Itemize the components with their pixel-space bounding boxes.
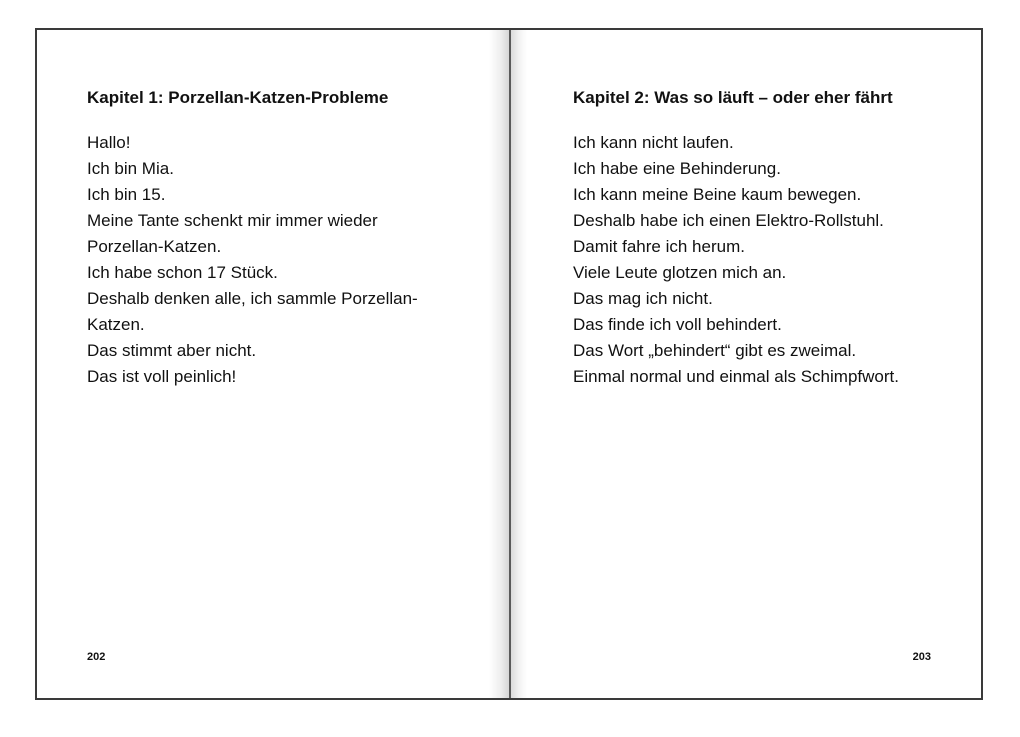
text-line: Damit fahre ich herum. [573, 237, 745, 256]
text-line: Das finde ich voll behindert. [573, 315, 782, 334]
text-line: Hallo! [87, 133, 131, 152]
text-line: Katzen. [87, 315, 145, 334]
text-line: Deshalb habe ich einen Elektro-Rollstuhl. [573, 211, 884, 230]
text-line: Ich kann nicht laufen. [573, 133, 734, 152]
text-line: Das stimmt aber nicht. [87, 341, 257, 360]
text-line: Meine Tante schenkt mir immer wieder [87, 211, 378, 230]
text-line: Viele Leute glotzen mich an. [573, 263, 787, 282]
text-line: Das mag ich nicht. [573, 289, 713, 308]
text-line: Ich bin Mia. [87, 159, 174, 178]
text-body [87, 130, 467, 390]
text-line: Ich bin 15. [87, 185, 166, 204]
book-spread [35, 28, 983, 700]
text-line: Porzellan-Katzen. [87, 237, 222, 256]
text-line: Einmal normal und einmal als Schimpfwort. [573, 367, 899, 386]
text-line: Ich kann meine Beine kaum bewegen. [573, 185, 862, 204]
right-page [511, 30, 981, 698]
chapter-title: Kapitel 1: Porzellan-Katzen-Probleme [87, 88, 389, 107]
page-number: 203 [912, 651, 931, 663]
left-page [37, 30, 509, 698]
gutter-shadow-left [489, 30, 509, 698]
text-line: Das Wort „behindert“ gibt es zweimal. [573, 341, 857, 360]
text-line: Das ist voll peinlich! [87, 367, 237, 386]
chapter-title: Kapitel 2: Was so läuft – oder eher fährt [573, 88, 893, 107]
text-line: Deshalb denken alle, ich sammle Porzellan- [87, 289, 418, 308]
text-body [573, 130, 973, 390]
text-line: Ich habe schon 17 Stück. [87, 263, 278, 282]
text-line: Ich habe eine Behinderung. [573, 159, 781, 178]
page-number: 202 [87, 651, 106, 663]
